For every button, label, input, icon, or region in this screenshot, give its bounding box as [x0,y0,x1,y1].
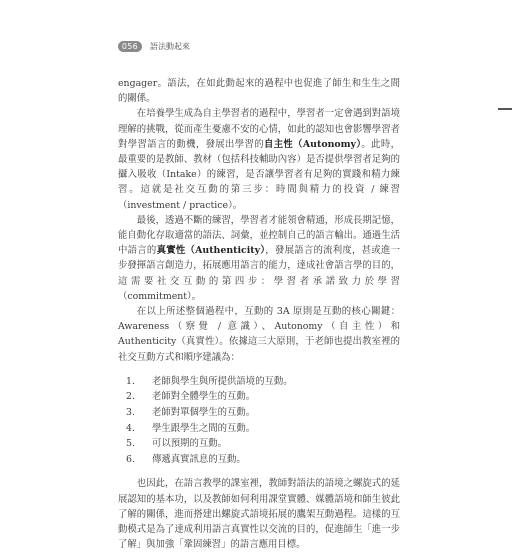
list-item-number: 2. [126,391,135,403]
paragraph-4: 在以上所述整個過程中，互動的 3A 原則是互動的核心關鍵：Awareness（察覺 / 意識）、Autonomy（自主性）和 Authenticity（真實性）。依據這三大原則，于老師也提出教室裡的社交互動方式和順序建議為： [118,306,400,363]
paragraph-1: engager。語法，在如此動起來的過程中也促進了師生和生生之間的關係。 [118,78,400,105]
list-item-number: 1. [126,375,135,387]
paragraph-3 [118,213,400,304]
interaction-sequence-list [118,374,400,468]
list-item [118,389,400,405]
list-item [118,421,400,437]
list-item-text: 老師對全體學生的互動。 [152,391,256,403]
term-authenticity: 真實性（Authenticity） [156,245,266,257]
page-number-badge: 056 [118,41,142,52]
margin-tab-mark [498,108,512,110]
list-item [118,436,400,452]
list-item-text: 傳遞真實訊息的互動。 [152,453,246,465]
list-item-text: 學生跟學生之間的互動。 [152,422,256,434]
list-item-number: 3. [126,407,135,419]
list-item-number: 4. [126,422,135,434]
paragraph-5: 也因此，在語言教學的課室裡，教師對語法的語境之螺旋式的延展認知的基本功，以及教師如何利用課堂實體、媒體語境和師生彼此了解的關係，進而搭建出螺旋式語境拓展的鷹架互動過程。這樣的互動模式是為了達成利用語言真實性以交流的目的，促進師生「進一步了解」與加強「鞏固練習」的語言應用目標。 [118,478,400,551]
list-item [118,452,400,468]
paragraph-2-text-c: 。此時，最重要的是教師、教材（包括科技輔助內容）是否提供學習者足夠的攝入吸收（Intake）的練習，是否讓學習者有足夠的實踐和精力練習。這就是社交互動的第三步：時間與精力的投資 / 練習（investment / practice）。 [118,138,400,211]
term-autonomy: 自主性（Autonomy） [263,138,362,150]
list-item-text: 老師對單個學生的互動。 [152,407,256,419]
list-item [118,374,400,390]
list-item-text: 可以預期的互動。 [152,438,228,450]
list-item [118,405,400,421]
list-item-text: 老師與學生與所提供語境的互動。 [152,375,293,387]
paragraph-3-text-a: 最後，透過不斷的練習，學習者才能領會精通，形成長期記憶，能自動化存取適當的語法、詞彙，並控制自己的語言輸出。通過生活中語言的 [118,214,400,257]
body-text [118,76,400,552]
paragraph-2-text-a: 在培養學生成為自主學習者的過程中，學習者一定會遇到對語境理解的挑戰，從而產生憂慮不安的心情，如此的認知也會影響學習者對學習語言的動機，發展出學習的 [118,108,400,150]
running-header [118,40,190,52]
paragraph-3-text-c: ，發展語言的流利度，甚或進一步發揮語言創造力，拓展應用語言的能力，達成社會語言學的目的，這需要社交互動的第四步：學習者承諾致力於學習（commitment）。 [118,245,400,302]
list-item-number: 6. [126,453,135,465]
chapter-title: 語法動起來 [150,41,190,51]
paragraph-2 [118,106,400,212]
list-item-number: 5. [126,438,135,450]
